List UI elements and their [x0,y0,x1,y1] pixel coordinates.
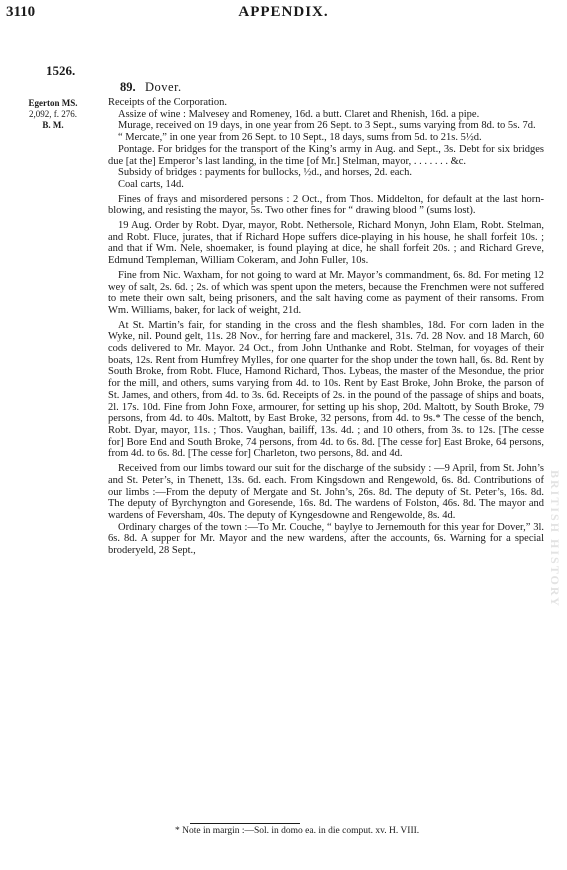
source-library: B. M. [42,120,64,130]
paragraph: Subsidy of bridges : payments for bullocks, ½d., and horses, 2d. each. [118,167,412,179]
paragraph: Receipts of the Corporation. [108,97,227,108]
source-folio: 2,092, f. 276. [29,109,77,119]
footnote: * Note in margin :—Sol. in domo ea. in die comput. xv. H. VIII. [175,826,420,836]
entry-body [108,97,544,557]
page-number: 3110 [6,4,36,20]
paragraph: Ordinary charges of the town :—To Mr. Couche, “ baylye to Jernemouth for this year for Dover,” 3l. 6s. 8d. A supper for Mr. Mayor and the new wardens, after the accounts, 6s. Warning for a special broderyeld, 28 Sept., [108,521,544,557]
entry-place: Dover. [145,80,182,94]
paragraph: Fine from Nic. Waxham, for not going to ward at Mr. Mayor’s commandment, 6s. 8d. For meting 12 wey of salt, 2s. 6d. ; 2s. of which was spent upon the meters, because the Frenchmen were not suffered to mete their own salt, being prisoners, and the salt having come as payment of their ransoms. From Wm. Williams, baker, for lack of weight, 21d. [108,269,544,316]
paragraph: 19 Aug. Order by Robt. Dyar, mayor, Robt. Nethersole, Richard Monyn, John Elam, Robt. Stelman, and Robt. Fluce, jurates, that if Richard Hope suffers dice-playing in his house, he shall forfeit 10s. ; and that if Wm. Nele, shoemaker, is found playing at dice, he shall forfeit 20s. ; and Richard Greve, Edmund Templeman, William Cokeram, and John Fuller, 10s. [108,220,544,267]
watermark: BRITISH HISTORY [548,470,562,608]
paragraph: Murage, received on 19 days, in one year from 26 Sept. to 3 Sept., sums varying from 8d. to 5s. 7d. [118,120,536,132]
running-title: APPENDIX. [238,4,329,20]
source-reference [18,98,88,131]
paragraph: “ Mercate,” in one year from 26 Sept. to 10 Sept., 18 days, sums from 5d. to 21s. 5½d. [118,132,482,144]
source-ms: Egerton MS. [28,98,78,108]
paragraph: Pontage. For bridges for the transport of the King’s army in Aug. and Sept., 3s. Debt for six bridges due [at the] Emperor’s last landing, in the time [of Mr.] Stelman, mayor, . . . . . . . &c. [108,143,544,167]
paragraph: Assize of wine : Malvesey and Romeney, 16d. a butt. Claret and Rhenish, 16d. a pipe. [118,108,480,120]
paragraph: Coal carts, 14d. [118,178,184,190]
year-heading: 1526. [46,63,76,78]
entry-number: 89. [120,80,136,94]
paragraph: Received from our limbs toward our suit for the discharge of the subsidy : —9 April, from St. John’s and St. Peter’s, in Thenett, 13s. 6d. each. From Kingsdown and Rengewold, 6s. 8d. Contributions of our limbs :—From the deputy of Mergate and St. John’s, 26s. 8d. The deputy of St. Peter’s, 16s. 8d. The deputy of Byrchyngton and Goresende, 16s. 8d. The wardens of Folston, 46s. 8d. The mayor and wardens of Feversham, 40s. The deputy of Kyngesdowne and Rengewolde, 8s. 4d. [108,463,544,521]
paragraph: Fines of frays and misordered persons : 2 Oct., from Thos. Middelton, for default at the last horn-blowing, and resisting the mayor, 5s. Two other fines for “ drawing blood ” (sums lost). [108,193,544,217]
footnote-rule [190,823,300,824]
paragraph: At St. Martin’s fair, for standing in the cross and the flesh shambles, 18d. For corn laden in the Wyke, nil. Pound gelt, 11s. 28 Nov., for herring fare and mackerel, 31s. 7d. 28 Nov. and 18 March, 60 cods delivered to Mr. Mayor. 24 Oct., from John Unthanke and Robt. Stelman, for voyages of their boats, 12s. Rent from Humfrey Mylles, for one quarter for the shop under the town hall, 6s. 8d. Rent by South Broke, from Robt. Fluce, Hamond Richard, Thos. Lybeas, the master of the Mesondue, the prior for the mill, and others, sums varying from 4d. to 10s. Rent by East Broke, John Broke, the parson of St. James, and others, from 4d. to 3s. 6d. Receipts of 2s. in the pound of the passage of ships and boats, 2l. 17s. 10d. Fine from John Foxe, armourer, for setting up his shop, 20d. Maltott, by South Broke, 79 persons, from 4d. to 40s. Maltott, by East Broke, 32 persons, from 4d. to 9s.* The cesse of the bench, Robt. Dyar, mayor, 11s. ; Thos. Vaughan, bailiff, 13s. 4d. ; and 10 others, from 3s. to 12s. [The cesse for] Bore End and South Broke, 74 persons, from 4d. to 6s. 8d. [The cesse for] East Broke, 64 persons, from 4d. to 6s. 8d. [The cesse for] Charleton, two persons, 8d. and 4d. [108,319,544,460]
